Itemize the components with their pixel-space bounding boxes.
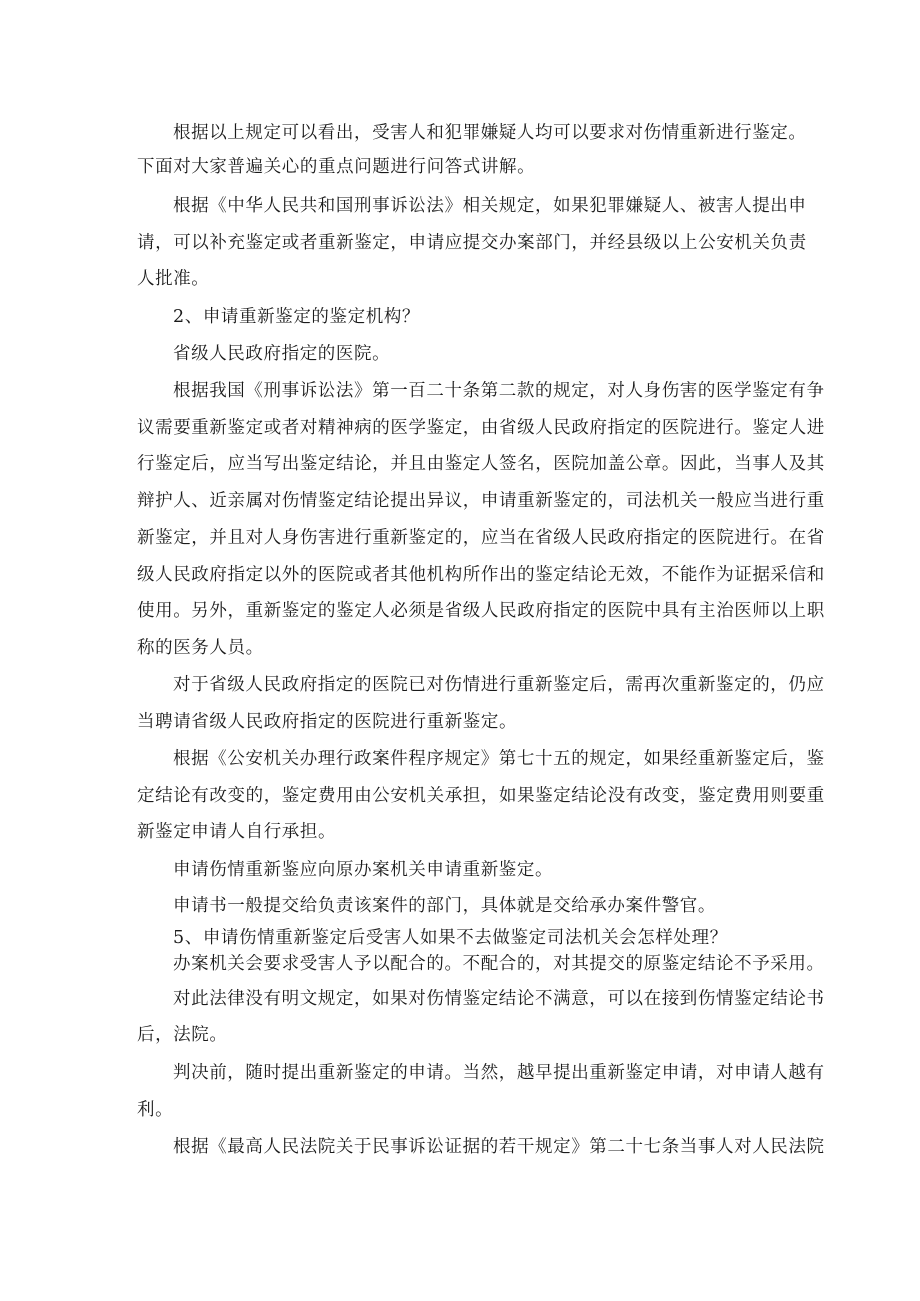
text-line: 利。 [137,1100,174,1120]
text-line: 当聘请省级人民政府指定的医院进行重新鉴定。 [137,712,518,732]
text-line: 请，可以补充鉴定或者重新鉴定，申请应提交办案部门，并经县级以上公安机关负责 [137,233,807,253]
text-line: 5、申请伤情重新鉴定后受害人如果不去做鉴定司法机关会怎样处理？ [173,928,728,948]
text-line: 辩护人、近亲属对伤情鉴定结论提出异议，申请重新鉴定的，司法机关一般应当进行重 [137,491,825,511]
text-line: 对于省级人民政府指定的医院已对伤情进行重新鉴定后，需再次重新鉴定的，仍应 [173,675,825,695]
text-line: 新鉴定，并且对人身伤害进行重新鉴定的，应当在省级人民政府指定的医院进行。在省 [137,528,825,548]
text-line: 申请伤情重新鉴应向原办案机关申请重新鉴定。 [173,860,554,880]
text-line: 省级人民政府指定的医院。 [173,344,391,364]
text-line: 对此法律没有明文规定，如果对伤情鉴定结论不满意，可以在接到伤情鉴定结论书 [173,989,825,1009]
text-line: 定结论有改变的，鉴定费用由公安机关承担，如果鉴定结论没有改变，鉴定费用则要重 [137,786,825,806]
text-line: 议需要重新鉴定或者对精神病的医学鉴定，由省级人民政府指定的医院进行。鉴定人进 [137,418,825,438]
text-line: 使用。另外，重新鉴定的鉴定人必须是省级人民政府指定的医院中具有主治医师以上职 [137,601,825,621]
text-line: 新鉴定申请人自行承担。 [137,822,337,842]
text-line: 2、申请重新鉴定的鉴定机构？ [173,307,421,327]
text-line: 行鉴定后，应当写出鉴定结论，并且由鉴定人签名，医院加盖公章。因此，当事人及其 [137,454,825,474]
text-line: 根据以上规定可以看出，受害人和犯罪嫌疑人均可以要求对伤情重新进行鉴定。 [173,123,807,143]
text-line: 判决前，随时提出重新鉴定的申请。当然，越早提出重新鉴定申请，对申请人越有 [173,1063,825,1083]
text-line: 人批准。 [137,269,210,289]
text-line: 申请书一般提交给负责该案件的部门，具体就是交给承办案件警官。 [173,896,716,916]
text-line: 下面对大家普遍关心的重点问题进行问答式讲解。 [137,157,536,177]
text-line: 根据《公安机关办理行政案件程序规定》第七十五的规定，如果经重新鉴定后，鉴 [173,749,825,769]
text-line: 办案机关会要求受害人予以配合的。不配合的，对其提交的原鉴定结论不予采用。 [173,954,825,974]
text-line: 级人民政府指定以外的医院或者其他机构所作出的鉴定结论无效，不能作为证据采信和 [137,565,825,585]
text-line: 根据《最高人民法院关于民事诉讼证据的若干规定》第二十七条当事人对人民法院 [173,1137,825,1157]
text-line: 根据我国《刑事诉讼法》第一百二十条第二款的规定，对人身伤害的医学鉴定有争 [173,381,825,401]
text-line: 后，法院。 [137,1025,228,1045]
text-line: 根据《中华人民共和国刑事诉讼法》相关规定，如果犯罪嫌疑人、被害人提出申 [173,196,807,216]
text-line: 称的医务人员。 [137,638,264,658]
